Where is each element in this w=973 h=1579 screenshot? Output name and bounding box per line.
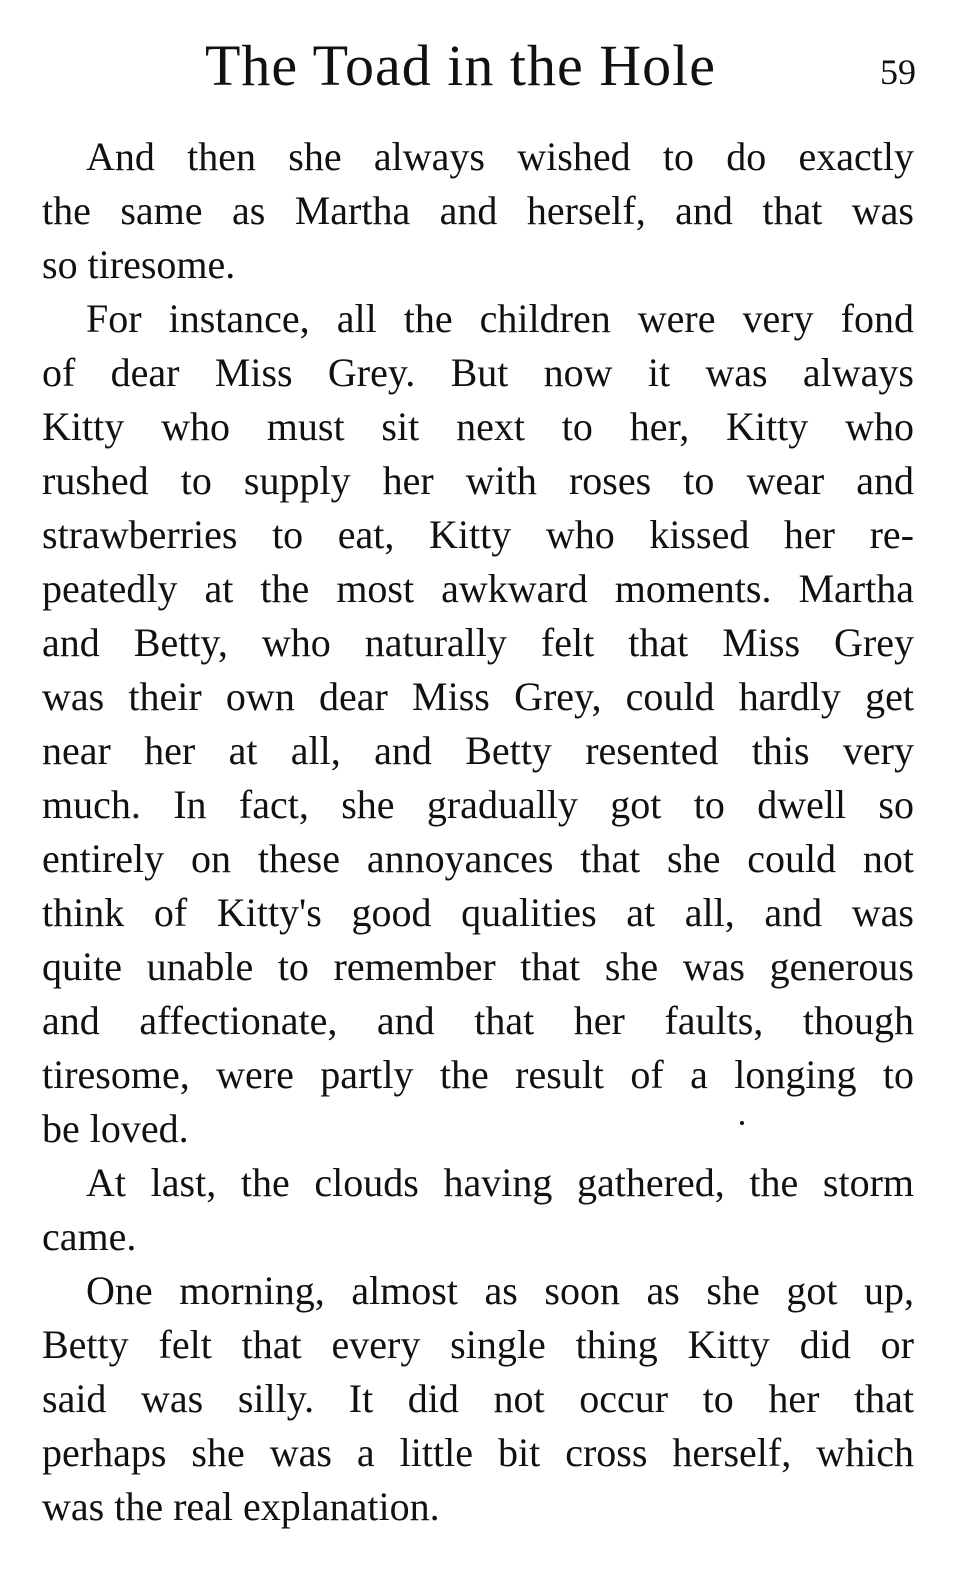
text-line: rushed to supply her with roses to wear and (42, 458, 914, 503)
text-line: came. (42, 1214, 137, 1259)
text-line: quite unable to remember that she was generous (42, 944, 914, 989)
text-line: One morning, almost as soon as she got up, (86, 1268, 914, 1313)
text-line: Kitty who must sit next to her, Kitty who (42, 404, 914, 449)
text-line: much. In fact, she gradually got to dwell so (42, 782, 914, 827)
print-speck (740, 1121, 744, 1125)
page-number: 59 (880, 52, 916, 92)
running-title: The Toad in the Hole (205, 33, 716, 98)
text-line: the same as Martha and herself, and that was (42, 188, 914, 233)
text-line: Betty felt that every single thing Kitty did or (42, 1322, 914, 1367)
text-line: For instance, all the children were very fond (86, 296, 914, 341)
text-line: peatedly at the most awkward moments. Martha (42, 566, 914, 611)
text-line: so tiresome. (42, 242, 236, 287)
text-line: near her at all, and Betty resented this very (42, 728, 914, 773)
text-line: tiresome, were partly the result of a longing to (42, 1052, 914, 1097)
text-line: entirely on these annoyances that she could not (42, 836, 914, 881)
text-line: and Betty, who naturally felt that Miss Grey (42, 620, 914, 665)
text-line: be loved. (42, 1106, 189, 1151)
text-line: strawberries to eat, Kitty who kissed her re- (42, 512, 914, 557)
text-line: and affectionate, and that her faults, though (42, 998, 914, 1043)
body-text (42, 130, 914, 1534)
text-line: said was silly. It did not occur to her that (42, 1376, 914, 1421)
text-line: And then she always wished to do exactly (86, 134, 914, 179)
text-line: was the real explanation. (42, 1484, 440, 1529)
text-line: was their own dear Miss Grey, could hardly get (42, 674, 914, 719)
text-line: At last, the clouds having gathered, the storm (86, 1160, 914, 1205)
text-line: of dear Miss Grey. But now it was always (42, 350, 914, 395)
text-line: perhaps she was a little bit cross herself, which (42, 1430, 914, 1475)
text-line: think of Kitty's good qualities at all, and was (42, 890, 914, 935)
running-head (0, 30, 973, 110)
